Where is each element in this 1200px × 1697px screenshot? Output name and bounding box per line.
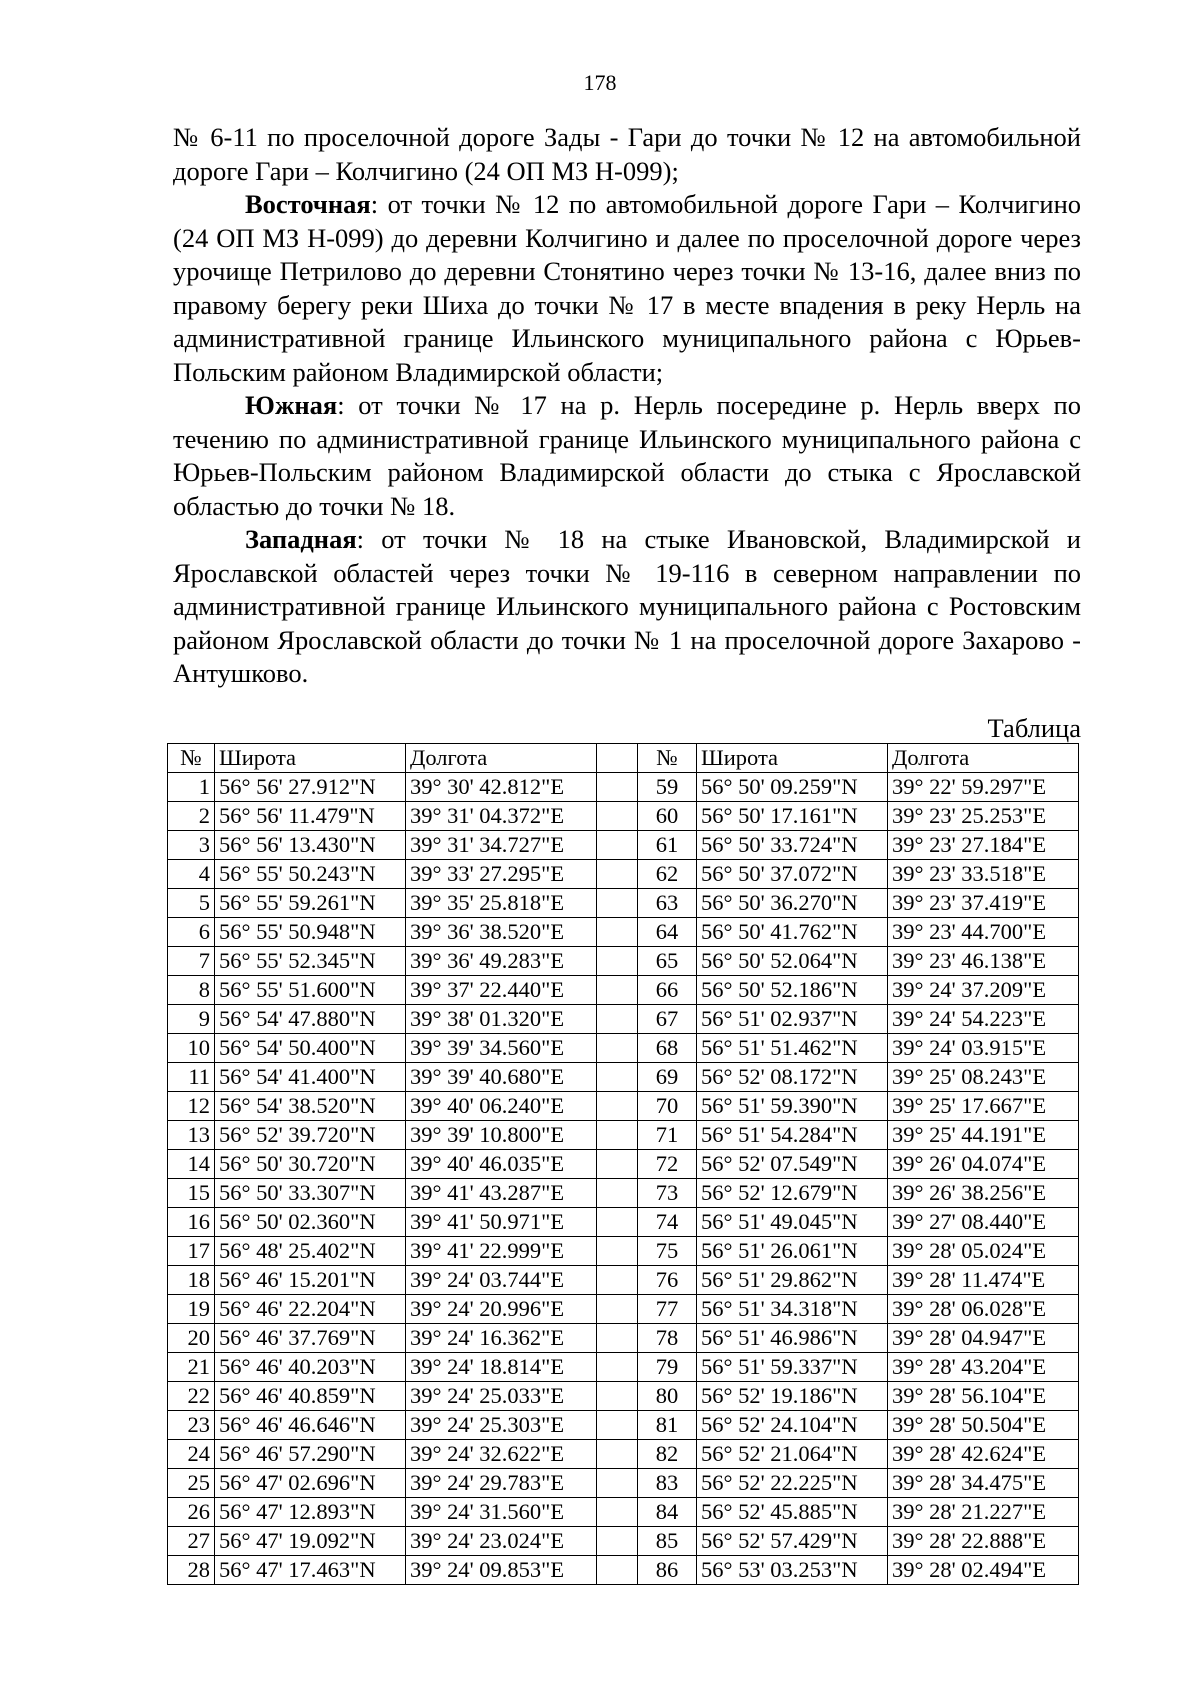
latitude-cell: 56° 51' 51.462"N bbox=[697, 1034, 888, 1063]
point-number: 22 bbox=[168, 1382, 215, 1411]
table-gap-cell bbox=[597, 1324, 638, 1353]
table-row bbox=[168, 860, 1079, 889]
latitude-cell: 56° 47' 19.092"N bbox=[215, 1527, 406, 1556]
longitude-cell: 39° 24' 09.853"E bbox=[406, 1556, 597, 1585]
point-number: 83 bbox=[638, 1469, 697, 1498]
longitude-cell: 39° 28' 22.888"E bbox=[888, 1527, 1079, 1556]
point-number: 8 bbox=[168, 976, 215, 1005]
point-number: 70 bbox=[638, 1092, 697, 1121]
point-number: 60 bbox=[638, 802, 697, 831]
point-number: 11 bbox=[168, 1063, 215, 1092]
coordinates-table bbox=[167, 743, 1079, 1585]
table-row bbox=[168, 1498, 1079, 1527]
point-number: 77 bbox=[638, 1295, 697, 1324]
latitude-cell: 56° 52' 19.186"N bbox=[697, 1382, 888, 1411]
body-text bbox=[173, 121, 1081, 691]
table-row bbox=[168, 831, 1079, 860]
header-num-right: № bbox=[638, 744, 697, 773]
paragraph-text: : от точки № 17 на р. Нерль посередине р. Нерль вверх по течению по административной границе Ильинского муниципального района с Юрьев-Польским районом Владимирской области до стыка с Ярославской областью до точки № 18. bbox=[173, 390, 1081, 521]
longitude-cell: 39° 24' 31.560"E bbox=[406, 1498, 597, 1527]
table-row bbox=[168, 1034, 1079, 1063]
point-number: 68 bbox=[638, 1034, 697, 1063]
latitude-cell: 56° 55' 52.345"N bbox=[215, 947, 406, 976]
point-number: 64 bbox=[638, 918, 697, 947]
longitude-cell: 39° 41' 50.971"E bbox=[406, 1208, 597, 1237]
point-number: 23 bbox=[168, 1411, 215, 1440]
latitude-cell: 56° 47' 12.893"N bbox=[215, 1498, 406, 1527]
latitude-cell: 56° 52' 57.429"N bbox=[697, 1527, 888, 1556]
latitude-cell: 56° 52' 08.172"N bbox=[697, 1063, 888, 1092]
point-number: 17 bbox=[168, 1237, 215, 1266]
longitude-cell: 39° 28' 02.494"E bbox=[888, 1556, 1079, 1585]
latitude-cell: 56° 46' 46.646"N bbox=[215, 1411, 406, 1440]
table-row bbox=[168, 1324, 1079, 1353]
longitude-cell: 39° 31' 34.727"E bbox=[406, 831, 597, 860]
latitude-cell: 56° 52' 39.720"N bbox=[215, 1121, 406, 1150]
longitude-cell: 39° 31' 04.372"E bbox=[406, 802, 597, 831]
table-row bbox=[168, 1266, 1079, 1295]
latitude-cell: 56° 46' 22.204"N bbox=[215, 1295, 406, 1324]
point-number: 72 bbox=[638, 1150, 697, 1179]
latitude-cell: 56° 47' 02.696"N bbox=[215, 1469, 406, 1498]
point-number: 19 bbox=[168, 1295, 215, 1324]
latitude-cell: 56° 52' 45.885"N bbox=[697, 1498, 888, 1527]
latitude-cell: 56° 52' 07.549"N bbox=[697, 1150, 888, 1179]
point-number: 10 bbox=[168, 1034, 215, 1063]
paragraph-heading: Западная bbox=[245, 524, 357, 554]
latitude-cell: 56° 46' 15.201"N bbox=[215, 1266, 406, 1295]
paragraph-text: № 6-11 по проселочной дороге Зады - Гари до точки № 12 на автомобильной дороге Гари – Колчигино (24 ОП МЗ Н-099); bbox=[173, 122, 1081, 186]
point-number: 20 bbox=[168, 1324, 215, 1353]
longitude-cell: 39° 24' 37.209"E bbox=[888, 976, 1079, 1005]
latitude-cell: 56° 51' 59.337"N bbox=[697, 1353, 888, 1382]
latitude-cell: 56° 50' 17.161"N bbox=[697, 802, 888, 831]
latitude-cell: 56° 52' 21.064"N bbox=[697, 1440, 888, 1469]
longitude-cell: 39° 24' 25.303"E bbox=[406, 1411, 597, 1440]
table-caption: Таблица bbox=[987, 713, 1081, 743]
table-row bbox=[168, 1208, 1079, 1237]
latitude-cell: 56° 54' 50.400"N bbox=[215, 1034, 406, 1063]
longitude-cell: 39° 24' 23.024"E bbox=[406, 1527, 597, 1556]
latitude-cell: 56° 55' 59.261"N bbox=[215, 889, 406, 918]
table-gap-cell bbox=[597, 773, 638, 802]
table-gap-cell bbox=[597, 1411, 638, 1440]
longitude-cell: 39° 25' 08.243"E bbox=[888, 1063, 1079, 1092]
table-row bbox=[168, 1150, 1079, 1179]
table-row bbox=[168, 1063, 1079, 1092]
table-gap-cell bbox=[597, 1353, 638, 1382]
header-lon-right: Долгота bbox=[888, 744, 1079, 773]
paragraph-continuation bbox=[173, 121, 1081, 188]
longitude-cell: 39° 24' 20.996"E bbox=[406, 1295, 597, 1324]
longitude-cell: 39° 28' 11.474"E bbox=[888, 1266, 1079, 1295]
paragraph-south-boundary bbox=[173, 389, 1081, 523]
latitude-cell: 56° 46' 40.859"N bbox=[215, 1382, 406, 1411]
table-gap-cell bbox=[597, 831, 638, 860]
point-number: 24 bbox=[168, 1440, 215, 1469]
latitude-cell: 56° 46' 40.203"N bbox=[215, 1353, 406, 1382]
point-number: 75 bbox=[638, 1237, 697, 1266]
longitude-cell: 39° 35' 25.818"E bbox=[406, 889, 597, 918]
point-number: 16 bbox=[168, 1208, 215, 1237]
point-number: 26 bbox=[168, 1498, 215, 1527]
latitude-cell: 56° 51' 59.390"N bbox=[697, 1092, 888, 1121]
longitude-cell: 39° 25' 17.667"E bbox=[888, 1092, 1079, 1121]
latitude-cell: 56° 50' 37.072"N bbox=[697, 860, 888, 889]
point-number: 5 bbox=[168, 889, 215, 918]
latitude-cell: 56° 52' 12.679"N bbox=[697, 1179, 888, 1208]
longitude-cell: 39° 23' 27.184"E bbox=[888, 831, 1079, 860]
table-row bbox=[168, 1092, 1079, 1121]
longitude-cell: 39° 24' 18.814"E bbox=[406, 1353, 597, 1382]
point-number: 84 bbox=[638, 1498, 697, 1527]
latitude-cell: 56° 48' 25.402"N bbox=[215, 1237, 406, 1266]
point-number: 63 bbox=[638, 889, 697, 918]
point-number: 59 bbox=[638, 773, 697, 802]
longitude-cell: 39° 27' 08.440"E bbox=[888, 1208, 1079, 1237]
table-row bbox=[168, 1237, 1079, 1266]
point-number: 3 bbox=[168, 831, 215, 860]
latitude-cell: 56° 46' 57.290"N bbox=[215, 1440, 406, 1469]
paragraph-heading: Восточная bbox=[245, 189, 371, 219]
table-gap-cell bbox=[597, 1179, 638, 1208]
table-row bbox=[168, 1353, 1079, 1382]
point-number: 78 bbox=[638, 1324, 697, 1353]
latitude-cell: 56° 51' 54.284"N bbox=[697, 1121, 888, 1150]
point-number: 9 bbox=[168, 1005, 215, 1034]
table-gap-cell bbox=[597, 1237, 638, 1266]
page-number: 178 bbox=[583, 70, 617, 95]
latitude-cell: 56° 50' 52.186"N bbox=[697, 976, 888, 1005]
point-number: 14 bbox=[168, 1150, 215, 1179]
point-number: 62 bbox=[638, 860, 697, 889]
table-body bbox=[168, 773, 1079, 1585]
longitude-cell: 39° 28' 06.028"E bbox=[888, 1295, 1079, 1324]
longitude-cell: 39° 26' 04.074"E bbox=[888, 1150, 1079, 1179]
latitude-cell: 56° 51' 02.937"N bbox=[697, 1005, 888, 1034]
longitude-cell: 39° 30' 42.812"E bbox=[406, 773, 597, 802]
latitude-cell: 56° 51' 34.318"N bbox=[697, 1295, 888, 1324]
point-number: 80 bbox=[638, 1382, 697, 1411]
point-number: 13 bbox=[168, 1121, 215, 1150]
longitude-cell: 39° 28' 50.504"E bbox=[888, 1411, 1079, 1440]
longitude-cell: 39° 24' 54.223"E bbox=[888, 1005, 1079, 1034]
latitude-cell: 56° 50' 36.270"N bbox=[697, 889, 888, 918]
point-number: 69 bbox=[638, 1063, 697, 1092]
point-number: 74 bbox=[638, 1208, 697, 1237]
longitude-cell: 39° 28' 21.227"E bbox=[888, 1498, 1079, 1527]
latitude-cell: 56° 50' 02.360"N bbox=[215, 1208, 406, 1237]
longitude-cell: 39° 28' 34.475"E bbox=[888, 1469, 1079, 1498]
latitude-cell: 56° 51' 26.061"N bbox=[697, 1237, 888, 1266]
point-number: 21 bbox=[168, 1353, 215, 1382]
table-row bbox=[168, 1411, 1079, 1440]
point-number: 73 bbox=[638, 1179, 697, 1208]
longitude-cell: 39° 28' 56.104"E bbox=[888, 1382, 1079, 1411]
point-number: 1 bbox=[168, 773, 215, 802]
table-gap-cell bbox=[597, 860, 638, 889]
longitude-cell: 39° 23' 25.253"E bbox=[888, 802, 1079, 831]
longitude-cell: 39° 41' 22.999"E bbox=[406, 1237, 597, 1266]
point-number: 12 bbox=[168, 1092, 215, 1121]
point-number: 65 bbox=[638, 947, 697, 976]
latitude-cell: 56° 54' 41.400"N bbox=[215, 1063, 406, 1092]
table-row bbox=[168, 918, 1079, 947]
latitude-cell: 56° 55' 51.600"N bbox=[215, 976, 406, 1005]
longitude-cell: 39° 40' 46.035"E bbox=[406, 1150, 597, 1179]
longitude-cell: 39° 23' 37.419"E bbox=[888, 889, 1079, 918]
table-gap-cell bbox=[597, 1469, 638, 1498]
latitude-cell: 56° 50' 33.724"N bbox=[697, 831, 888, 860]
table-gap-cell bbox=[597, 918, 638, 947]
point-number: 18 bbox=[168, 1266, 215, 1295]
longitude-cell: 39° 24' 32.622"E bbox=[406, 1440, 597, 1469]
table-gap-cell bbox=[597, 1121, 638, 1150]
table-row bbox=[168, 1527, 1079, 1556]
table-gap-cell bbox=[597, 1150, 638, 1179]
longitude-cell: 39° 28' 05.024"E bbox=[888, 1237, 1079, 1266]
point-number: 66 bbox=[638, 976, 697, 1005]
table-gap-cell bbox=[597, 1440, 638, 1469]
point-number: 25 bbox=[168, 1469, 215, 1498]
longitude-cell: 39° 40' 06.240"E bbox=[406, 1092, 597, 1121]
latitude-cell: 56° 56' 11.479"N bbox=[215, 802, 406, 831]
point-number: 6 bbox=[168, 918, 215, 947]
point-number: 81 bbox=[638, 1411, 697, 1440]
longitude-cell: 39° 28' 42.624"E bbox=[888, 1440, 1079, 1469]
latitude-cell: 56° 47' 17.463"N bbox=[215, 1556, 406, 1585]
latitude-cell: 56° 51' 49.045"N bbox=[697, 1208, 888, 1237]
longitude-cell: 39° 26' 38.256"E bbox=[888, 1179, 1079, 1208]
table-gap-cell bbox=[597, 1034, 638, 1063]
latitude-cell: 56° 52' 24.104"N bbox=[697, 1411, 888, 1440]
longitude-cell: 39° 28' 43.204"E bbox=[888, 1353, 1079, 1382]
longitude-cell: 39° 23' 44.700"E bbox=[888, 918, 1079, 947]
latitude-cell: 56° 50' 52.064"N bbox=[697, 947, 888, 976]
table-gap-cell bbox=[597, 1556, 638, 1585]
longitude-cell: 39° 24' 16.362"E bbox=[406, 1324, 597, 1353]
table-gap-cell bbox=[597, 1382, 638, 1411]
point-number: 7 bbox=[168, 947, 215, 976]
table-gap-cell bbox=[597, 744, 638, 773]
table-gap-cell bbox=[597, 947, 638, 976]
point-number: 76 bbox=[638, 1266, 697, 1295]
latitude-cell: 56° 50' 09.259"N bbox=[697, 773, 888, 802]
table-row bbox=[168, 773, 1079, 802]
table-row bbox=[168, 1556, 1079, 1585]
table-gap-cell bbox=[597, 1266, 638, 1295]
longitude-cell: 39° 24' 03.744"E bbox=[406, 1266, 597, 1295]
point-number: 15 bbox=[168, 1179, 215, 1208]
point-number: 86 bbox=[638, 1556, 697, 1585]
point-number: 28 bbox=[168, 1556, 215, 1585]
longitude-cell: 39° 33' 27.295"E bbox=[406, 860, 597, 889]
longitude-cell: 39° 37' 22.440"E bbox=[406, 976, 597, 1005]
point-number: 79 bbox=[638, 1353, 697, 1382]
header-num-left: № bbox=[168, 744, 215, 773]
latitude-cell: 56° 54' 47.880"N bbox=[215, 1005, 406, 1034]
point-number: 85 bbox=[638, 1527, 697, 1556]
table-row bbox=[168, 1121, 1079, 1150]
table-row bbox=[168, 1469, 1079, 1498]
latitude-cell: 56° 50' 41.762"N bbox=[697, 918, 888, 947]
table-row bbox=[168, 1179, 1079, 1208]
point-number: 4 bbox=[168, 860, 215, 889]
point-number: 82 bbox=[638, 1440, 697, 1469]
table-gap-cell bbox=[597, 1295, 638, 1324]
table-gap-cell bbox=[597, 889, 638, 918]
latitude-cell: 56° 51' 29.862"N bbox=[697, 1266, 888, 1295]
header-lat-left: Широта bbox=[215, 744, 406, 773]
table-row bbox=[168, 1005, 1079, 1034]
longitude-cell: 39° 24' 25.033"E bbox=[406, 1382, 597, 1411]
table-gap-cell bbox=[597, 976, 638, 1005]
table-gap-cell bbox=[597, 1498, 638, 1527]
table-row bbox=[168, 889, 1079, 918]
paragraph-text: : от точки № 12 по автомобильной дороге Гари – Колчигино (24 ОП МЗ Н-099) до деревни Колчигино и далее по проселочной дороге через урочище Петрилово до деревни Стонятино через точки № 13-16, далее вниз по правому берегу реки Шиха до точки № 17 в месте впадения в реку Нерль на административной границе Ильинского муниципального района с Юрьев-Польским районом Владимирской области; bbox=[173, 189, 1081, 387]
header-lat-right: Широта bbox=[697, 744, 888, 773]
longitude-cell: 39° 24' 29.783"E bbox=[406, 1469, 597, 1498]
table-row bbox=[168, 1382, 1079, 1411]
paragraph-east-boundary bbox=[173, 188, 1081, 389]
paragraph-text: : от точки № 18 на стыке Ивановской, Владимирской и Ярославской областей через точки № 19-116 в северном направлении по административной границе Ильинского муниципального района с Ростовским районом Ярославской области до точки № 1 на проселочной дороге Захарово - Антушково. bbox=[173, 524, 1081, 688]
longitude-cell: 39° 23' 46.138"E bbox=[888, 947, 1079, 976]
longitude-cell: 39° 23' 33.518"E bbox=[888, 860, 1079, 889]
header-lon-left: Долгота bbox=[406, 744, 597, 773]
latitude-cell: 56° 55' 50.243"N bbox=[215, 860, 406, 889]
longitude-cell: 39° 36' 49.283"E bbox=[406, 947, 597, 976]
latitude-cell: 56° 54' 38.520"N bbox=[215, 1092, 406, 1121]
table-row bbox=[168, 802, 1079, 831]
longitude-cell: 39° 39' 34.560"E bbox=[406, 1034, 597, 1063]
longitude-cell: 39° 39' 10.800"E bbox=[406, 1121, 597, 1150]
table-header-row bbox=[168, 744, 1079, 773]
longitude-cell: 39° 22' 59.297"E bbox=[888, 773, 1079, 802]
table-gap-cell bbox=[597, 1063, 638, 1092]
table-gap-cell bbox=[597, 1208, 638, 1237]
longitude-cell: 39° 39' 40.680"E bbox=[406, 1063, 597, 1092]
table-gap-cell bbox=[597, 802, 638, 831]
point-number: 71 bbox=[638, 1121, 697, 1150]
table-row bbox=[168, 947, 1079, 976]
paragraph-heading: Южная bbox=[245, 390, 338, 420]
latitude-cell: 56° 50' 33.307"N bbox=[215, 1179, 406, 1208]
paragraph-west-boundary bbox=[173, 523, 1081, 691]
latitude-cell: 56° 55' 50.948"N bbox=[215, 918, 406, 947]
point-number: 61 bbox=[638, 831, 697, 860]
point-number: 2 bbox=[168, 802, 215, 831]
longitude-cell: 39° 25' 44.191"E bbox=[888, 1121, 1079, 1150]
latitude-cell: 56° 56' 27.912"N bbox=[215, 773, 406, 802]
longitude-cell: 39° 41' 43.287"E bbox=[406, 1179, 597, 1208]
latitude-cell: 56° 53' 03.253"N bbox=[697, 1556, 888, 1585]
point-number: 27 bbox=[168, 1527, 215, 1556]
table-row bbox=[168, 1295, 1079, 1324]
table-gap-cell bbox=[597, 1092, 638, 1121]
longitude-cell: 39° 38' 01.320"E bbox=[406, 1005, 597, 1034]
table-row bbox=[168, 1440, 1079, 1469]
longitude-cell: 39° 24' 03.915"E bbox=[888, 1034, 1079, 1063]
latitude-cell: 56° 50' 30.720"N bbox=[215, 1150, 406, 1179]
table-gap-cell bbox=[597, 1005, 638, 1034]
table-gap-cell bbox=[597, 1527, 638, 1556]
latitude-cell: 56° 52' 22.225"N bbox=[697, 1469, 888, 1498]
point-number: 67 bbox=[638, 1005, 697, 1034]
latitude-cell: 56° 51' 46.986"N bbox=[697, 1324, 888, 1353]
longitude-cell: 39° 36' 38.520"E bbox=[406, 918, 597, 947]
latitude-cell: 56° 46' 37.769"N bbox=[215, 1324, 406, 1353]
longitude-cell: 39° 28' 04.947"E bbox=[888, 1324, 1079, 1353]
latitude-cell: 56° 56' 13.430"N bbox=[215, 831, 406, 860]
table-row bbox=[168, 976, 1079, 1005]
